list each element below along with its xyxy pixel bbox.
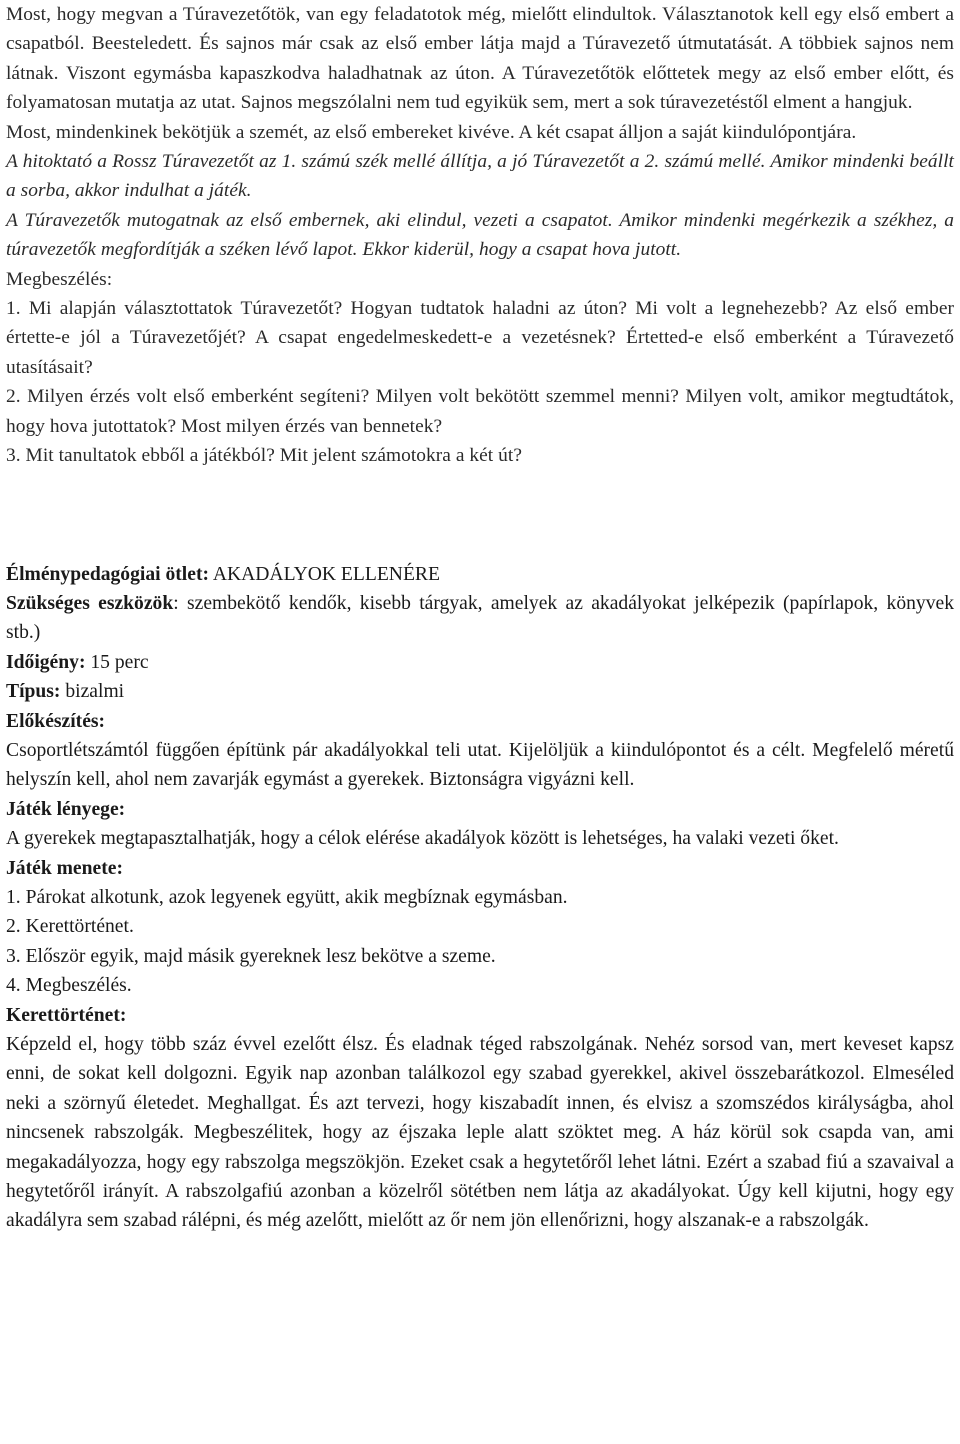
question-1: 1. Mi alapján választottatok Túravezetőt? Hogyan tudtatok haladni az úton? Mi volt a legnehezebb? Az első ember értette-e jól a Túravezetőjét? A csapat engedelmeskedett-e a vezetésnek? Értetted-e első emberként a Túravezető utasításait? <box>6 298 954 378</box>
step-2: 2. Kerettörténet. <box>6 916 134 938</box>
idea-label: Élménypedagógiai ötlet: <box>6 563 209 585</box>
paragraph-intro: Most, hogy megvan a Túravezetőtök, van egy feladatotok még, mielőtt elindultok. Választanotok kell egy első embert a csapatból. Beesteledett. És sajnos már csak az első ember látja majd a Túravezető útmutatását. A többiek sajnos nem látnak. Viszont egymásba kapaszkodva haladhatnak az úton. A Túravezetőtök előttetek megy az első ember előtt, és folyamatosan mutatja az utat. Sajnos megszólalni nem tud egyikük sem, mert a sok túravezetéstől elment a hangjuk. <box>6 4 954 114</box>
type-value: bizalmi <box>60 681 125 703</box>
heading-essence: Játék lényege: <box>6 798 126 820</box>
heading-steps: Játék menete: <box>6 857 123 879</box>
section-activity <box>6 560 954 1236</box>
paragraph-story: Képzeld el, hogy több száz évvel ezelőtt élsz. És eladnak téged rabszolgának. Nehéz sorsod van, mert keveset kapsz enni, de sokat kell dolgozni. Egyik nap azonban találkozol egy szabad gyerekkel, akivel összebarátkozol. Elmeséled neki a szörnyű életedet. Meghallgat. És azt tervezi, hogy kiszabadít innen, és elvisz a szomszédos királyságba, ahol nincsenek rabszolgák. Megbeszélitek, hogy az éjszaka leple alatt szöktet meg. A ház körül sok csapda van, ami megakadályozza, hogy egy rabszolga megszökjön. Ezeket csak a hegytetőről lehet látni. Ezért a szabad fiú a szavaival a hegytetőről irányít. A rabszolgafiú azonban a közelről sötétben nem látja az akadályokat. Úgy kell kijutni, hogy egy akadályra sem szabad rálépni, és még azelőtt, mielőtt az őr nem jön ellenőrizni, hogy alszanak-e a rabszolgák. <box>6 1034 954 1232</box>
heading-story: Kerettörténet: <box>6 1004 127 1026</box>
paragraph-essence: A gyerekek megtapasztalhatják, hogy a célok elérése akadályok között is lehetséges, ha valaki vezeti őket. <box>6 828 839 850</box>
step-1: 1. Párokat alkotunk, azok legyenek együtt, akik megbíznak egymásban. <box>6 886 568 908</box>
activity-type <box>6 677 954 706</box>
heading-preparation: Előkészítés: <box>6 710 106 732</box>
step-3: 3. Először egyik, majd másik gyereknek lesz bekötve a szeme. <box>6 945 496 967</box>
activity-tools <box>6 589 954 648</box>
time-value: 15 perc <box>85 651 149 673</box>
idea-value: AKADÁLYOK ELLENÉRE <box>209 563 440 585</box>
tools-label: Szükséges eszközök <box>6 592 174 614</box>
paragraph-game-flow: A Túravezetők mutogatnak az első embernek, aki elindul, vezeti a csapatot. Amikor mindenki megérkezik a székhez, a túravezetők megfordítják a széken lévő lapot. Ekkor kiderül, hogy a csapat hova jutott. <box>6 209 954 261</box>
question-2: 2. Milyen érzés volt első emberként segíteni? Milyen volt bekötött szemmel menni? Milyen volt, amikor megtudtátok, hogy hova jutottatok? Most milyen érzés van bennetek? <box>6 386 954 437</box>
activity-title <box>6 560 954 589</box>
tools-value: : szembekötő kendők, kisebb tárgyak, amelyek az akadályokat jelképezik (papírlapok, könyvek stb.) <box>6 592 954 644</box>
paragraph-blindfold: Most, mindenkinek bekötjük a szemét, az első embereket kivéve. A két csapat álljon a saját kiindulópontjára. <box>6 121 857 143</box>
type-label: Típus: <box>6 681 61 703</box>
paragraph-leader-placement: A hitoktató a Rossz Túravezetőt az 1. számú szék mellé állítja, a jó Túravezetőt a 2. számú mellé. Amikor mindenki beállt a sorba, akkor indulhat a játék. <box>6 151 954 202</box>
step-4: 4. Megbeszélés. <box>6 975 132 997</box>
section-game-instructions <box>6 0 954 471</box>
heading-discussion: Megbeszélés: <box>6 268 113 290</box>
time-label: Időigény: <box>6 651 86 673</box>
paragraph-preparation: Csoportlétszámtól függően építünk pár akadályokkal teli utat. Kijelöljük a kiindulópontot és a célt. Megfelelő méretű helyszín kell, ahol nem zavarják egymást a gyerekek. Biztonságra vigyázni kell. <box>6 739 954 791</box>
question-3: 3. Mit tanultatok ebből a játékból? Mit jelent számotokra a két út? <box>6 445 522 467</box>
activity-time <box>6 648 954 677</box>
section-spacer <box>6 471 954 560</box>
